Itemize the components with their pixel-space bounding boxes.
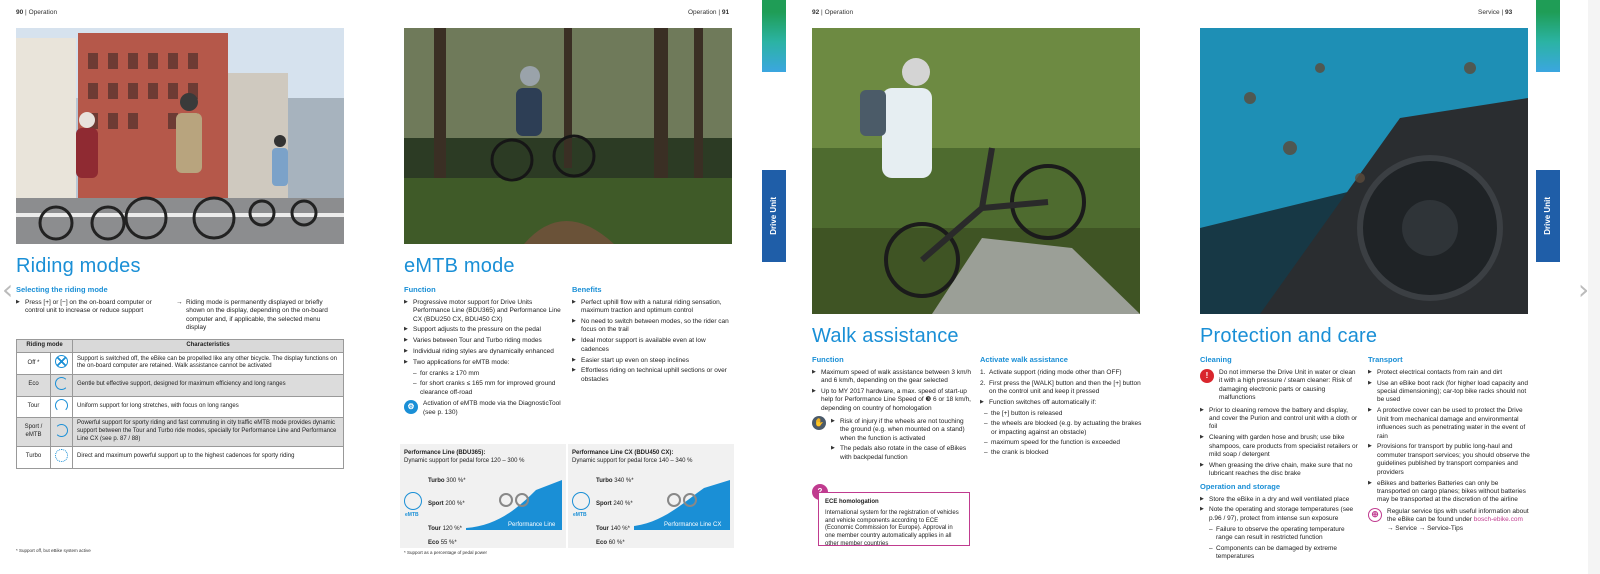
page-91	[396, 0, 790, 574]
page-gap	[790, 0, 808, 574]
warning-row	[812, 416, 974, 465]
tour-mode-icon	[55, 399, 68, 412]
section-heading: Activate walk assistance	[980, 355, 1068, 364]
footnote: * Support as a percentage of pedal power	[404, 550, 488, 555]
table-cell: Support is switched off, the eBike can be propelled like any other bicycle. The display functions on the on-board computer are retained. Walk assistance cannot be activated	[73, 353, 344, 375]
sport-mode-icon	[55, 424, 68, 437]
list-item: ▶ When greasing the drive chain, make sure that no lubricant reaches the disc brake	[1200, 462, 1360, 479]
table-cell: Uniform support for long stretches, with focus on long ranges	[73, 396, 344, 418]
list-item: ▶ eBikes and batteries Batteries can only be transported on cargo planes; bikes without batteries may be transported at the discretion of the airline	[1368, 480, 1530, 505]
diagnostic-tool-icon: ⚙	[404, 400, 418, 414]
sub-item: – maximum speed for the function is exceeded	[984, 439, 1142, 447]
ece-info-box	[818, 492, 970, 546]
list-item: ▶ Perfect uphill flow with a natural riding sensation, maximum traction and optimum control	[572, 299, 734, 316]
function-section	[404, 285, 566, 417]
list-item: ▶ Prior to cleaning remove the battery and display, and cover the Purion and control unit with a cloth or foil	[1200, 407, 1360, 432]
table-cell: Eco	[17, 374, 51, 396]
chart-series-label: Performance Line CX	[664, 522, 722, 528]
chart-title: Performance Line (BDU365):	[404, 450, 486, 456]
drive-unit-tab[interactable]: Drive Unit	[762, 0, 786, 262]
list-item: ▶ Store the eBike in a dry and well ventilated place	[1200, 496, 1360, 504]
emtb-icon	[404, 492, 422, 510]
list-item: ▶ Use an eBike boot rack (for higher load capacity and special dimensioning); car-top bike racks should not be used	[1368, 380, 1530, 405]
page-93	[1192, 0, 1588, 574]
list-item: ▶ Note the operating and storage temperatures (see p.96 / 97), protect from intense sun exposure	[1200, 506, 1360, 523]
off-mode-icon	[55, 355, 68, 368]
cleaning-section	[1200, 355, 1360, 563]
section-heading: Function	[812, 355, 844, 364]
info-text: International system for the registration of vehicles and vehicle components according to ECE (Economic Commission for Europe). Approval in one member country automatically applies in all other member countries	[825, 509, 959, 547]
page-header: 92 | Operation	[812, 9, 854, 16]
chart-subtitle: Dynamic support for pedal force 120 – 300 %	[404, 457, 525, 464]
list-item: ▶ Risk of injury if the wheels are not touching the ground (e.g. when mounted on a stand) when the function is activated	[831, 418, 974, 443]
activate-section	[980, 355, 1142, 460]
service-link[interactable]: bosch-ebike.com	[1473, 516, 1523, 524]
list-item: ▶ Function switches off automatically if:	[980, 399, 1142, 407]
table-cell: Powerful support for sporty riding and fast commuting in city traffic eMTB mode provides dynamic support between the Tour and Turbo ride modes, specially for Performance Line and Performance Line CX (see p. 87 / 88)	[73, 418, 344, 446]
footnote: * Support off, but eBike system active	[16, 548, 91, 553]
tip-row: ⊕ Regular service tips with useful information about the eBike can be found under bosch-ebike.com → Service → Service-Tips	[1368, 508, 1530, 533]
table-cell: Sport / eMTB	[17, 418, 51, 446]
list-item: ▶ Cleaning with garden hose and brush; use bike shampoos, care products from specialist retailers or mild soap / detergent	[1200, 434, 1360, 459]
sub-item: – for short cranks ≤ 165 mm for improved ground clearance off-road	[413, 380, 566, 397]
list-item: ▶ Progressive motor support for Drive Units Performance Line (BDU365) and Performance Line CX (BDU250 CX, BDU450 CX)	[404, 299, 566, 324]
table-header: Riding mode	[17, 340, 73, 353]
drive-unit-tab[interactable]: Drive Unit	[1536, 0, 1560, 262]
hand-icon: ✋	[812, 416, 826, 430]
eco-mode-icon	[55, 377, 68, 390]
prev-page-arrow[interactable]: ‹	[2, 273, 14, 306]
list-item: ▶ Provisions for transport by public long-haul and commuter transport services; you should observe the guidelines published by transport companies and providers	[1368, 443, 1530, 477]
table-cell: Direct and maximum powerful support up to the highest cadences for sporty riding	[73, 446, 344, 468]
selecting-section	[16, 285, 346, 333]
page-header: Operation | 91	[688, 9, 730, 16]
section-heading: Transport	[1368, 355, 1403, 364]
next-page-arrow[interactable]: ›	[1578, 273, 1590, 306]
section-heading: Function	[404, 285, 436, 294]
list-item: ▶ Varies between Tour and Turbo riding modes	[404, 337, 566, 345]
mtb-jump-photo	[404, 28, 732, 244]
page-header: 90 | Operation	[16, 9, 58, 16]
globe-cursor-icon: ⊕	[1368, 508, 1382, 522]
function-section	[812, 355, 974, 465]
list-item: ▶ Protect electrical contacts from rain and dirt	[1368, 369, 1530, 377]
support-chart-performance-line-cx: Performance Line CX (BDU450 CX): Dynamic support for pedal force 140 – 340 % Turbo 340 %* Sport 240 %* Tour 140 %* Eco 60 %* Performance Line CX eMTB	[568, 444, 734, 548]
list-item: ▶ Up to MY 2017 hardware, a max. speed of start-up help for Performance Line Speed of ❸ 6 or 18 km/h, depending on country of homologation	[812, 388, 974, 413]
chart-title: Performance Line CX (BDU450 CX):	[572, 450, 674, 456]
page-title: Protection and care	[1200, 325, 1378, 347]
riding-mode-table	[16, 339, 344, 469]
list-item: ▶ No need to switch between modes, so the rider can focus on the trail	[572, 318, 734, 335]
table-cell: Turbo	[17, 446, 51, 468]
page-90	[0, 0, 400, 574]
page-title: Riding modes	[16, 255, 141, 277]
list-item: ▶ Maximum speed of walk assistance between 3 km/h and 6 km/h, depending on the gear selected	[812, 369, 974, 386]
emtb-icon	[572, 492, 590, 510]
info-title: ECE homologation	[825, 499, 879, 505]
list-item: ▶ Support adjusts to the pressure on the pedal	[404, 326, 566, 334]
chart-series-label: Performance Line	[508, 522, 556, 528]
list-item: ▶ Easier start up even on steep inclines	[572, 357, 734, 365]
sub-item: – the crank is blocked	[984, 449, 1142, 457]
sub-item: – Components can be damaged by extreme temperatures	[1209, 545, 1360, 562]
step-item: 2. First press the [WALK] button and then the [+] button on the control unit and keep it pressed	[980, 379, 1141, 396]
list-item: ▶ Effortless riding on technical uphill sections or over obstacles	[572, 367, 734, 384]
chart-subtitle: Dynamic support for pedal force 140 – 340 %	[572, 457, 693, 464]
step-item: 1. Activate support (riding mode other than OFF)	[980, 368, 1122, 376]
hint-row: ⚙ Activation of eMTB mode via the DiagnosticTool (see p. 130)	[404, 400, 566, 417]
list-item: ▶ Press [+] or [−] on the on-board computer or control unit to increase or reduce support	[16, 299, 166, 316]
walk-assist-photo	[812, 28, 1140, 314]
section-heading: Operation and storage	[1200, 481, 1281, 491]
section-heading: Selecting the riding mode	[16, 285, 108, 294]
section-heading: Cleaning	[1200, 355, 1232, 364]
table-cell: Gentle but effective support, designed for maximum efficiency and long ranges	[73, 374, 344, 396]
list-item: ▶ A protective cover can be used to protect the Drive Unit from mechanical damage and environmental influences such as penetrating water in the event of rain	[1368, 407, 1530, 441]
support-chart-performance-line: Performance Line (BDU365): Dynamic support for pedal force 120 – 300 % Turbo 300 %* Sport 200 %* Tour 120 %* Eco 55 %* Performance Line eMTB	[400, 444, 566, 548]
sub-item: – for cranks ≥ 170 mm	[413, 370, 566, 378]
list-item: ▶ Individual riding styles are dynamically enhanced	[404, 348, 566, 356]
page-header: Service | 93	[1478, 9, 1513, 16]
sub-item: – Failure to observe the operating temperature range can result in restricted function	[1209, 526, 1360, 543]
benefits-section	[572, 285, 734, 387]
page-title: eMTB mode	[404, 255, 515, 277]
turbo-mode-icon	[55, 449, 68, 462]
city-riders-photo	[16, 28, 344, 244]
table-header: Characteristics	[73, 340, 344, 353]
page-92	[808, 0, 1204, 574]
sub-item: – the wheels are blocked (e.g. by actuating the brakes or impacting against an obstacle)	[984, 420, 1142, 437]
table-cell: Off *	[17, 353, 51, 375]
list-item: ▶ Two applications for eMTB mode:	[404, 359, 566, 367]
list-item: ▶ Ideal motor support is available even at low cadences	[572, 337, 734, 354]
sub-item: – the [+] button is released	[984, 410, 1142, 418]
drive-unit-closeup-photo	[1200, 28, 1528, 314]
table-cell: Tour	[17, 396, 51, 418]
transport-section	[1368, 355, 1530, 533]
warning-icon: !	[1200, 369, 1214, 383]
warning-row: ! Do not immerse the Drive Unit in water or clean it with a high pressure / steam cleaner: Risk of damaging electronic parts or causing malfunctions	[1200, 369, 1360, 403]
note-item: → Riding mode is permanently displayed or briefly shown on the display, depending on the on-board computer and, if applicable, the selected menu display	[176, 298, 328, 332]
list-item: ▶ The pedals also rotate in the case of eBikes with backpedal function	[831, 445, 974, 462]
page-title: Walk assistance	[812, 325, 959, 347]
section-heading: Benefits	[572, 285, 602, 294]
